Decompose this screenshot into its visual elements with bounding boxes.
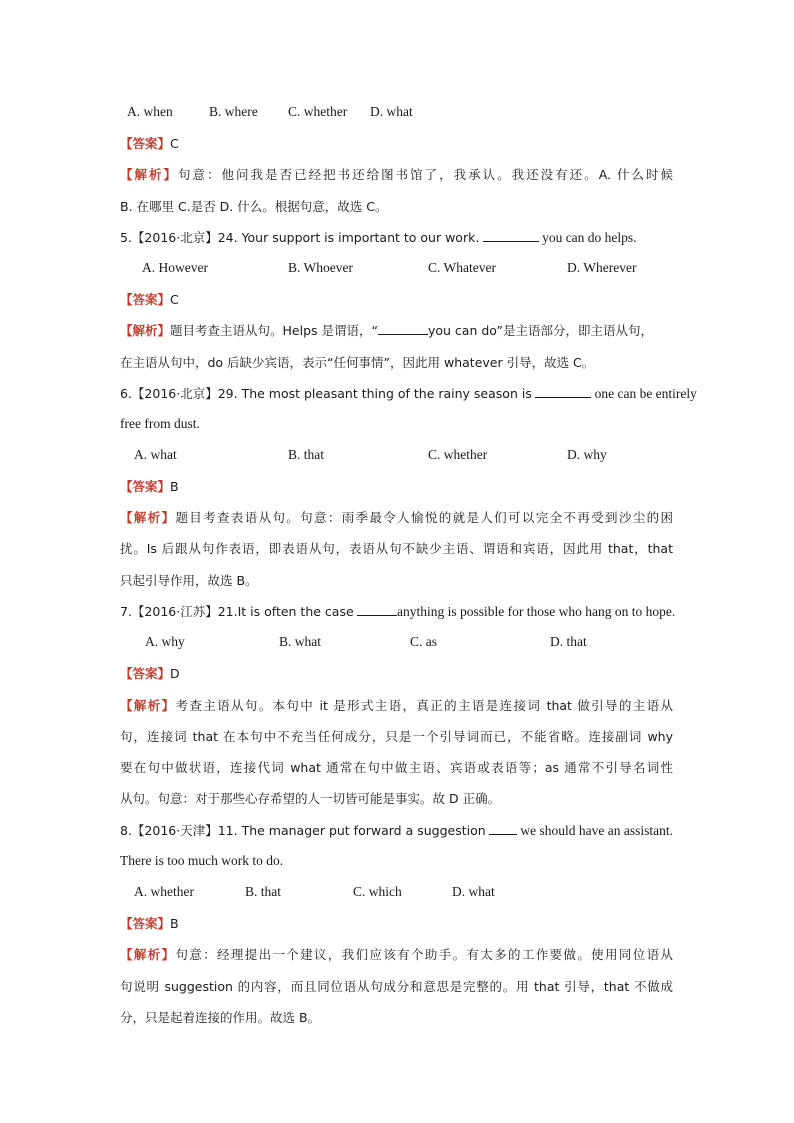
q6-stem-line-1: [120, 384, 697, 404]
q5-stem-rest: you can do helps.: [542, 230, 637, 245]
q4-option-a: A. when: [127, 104, 173, 119]
q6-option-a: A. what: [134, 447, 177, 462]
analysis-tag: 【解析】: [120, 323, 171, 338]
analysis-text: 题目考查主语从句。Helps 是谓语，“: [170, 323, 378, 338]
q5-option-a: A. However: [142, 260, 208, 275]
q8-stem-text: 8.【2016·天津】11. The manager put forward a suggestion: [120, 823, 486, 838]
answer-tag: 【答案】: [120, 666, 171, 681]
q5-option-d: D. Wherever: [567, 260, 637, 275]
q8-option-b: B. that: [245, 884, 281, 899]
q7-answer: [120, 664, 180, 684]
answer-value: B: [170, 916, 179, 931]
q5-stem-text: 5.【2016·北京】24. Your support is important to our work.: [120, 230, 480, 245]
q8-stem-line-2: There is too much work to do.: [120, 853, 284, 868]
q7-option-d: D. that: [550, 634, 587, 649]
q4-answer: [120, 134, 179, 154]
q6-option-d: D. why: [567, 447, 607, 462]
answer-tag: 【答案】: [120, 479, 171, 494]
q8-analysis-line-3: 分，只是起着连接的作用。故选 B。: [120, 1010, 321, 1025]
q6-answer: [120, 477, 179, 497]
analysis-text: 句意：经理提出一个建议，我们应该有个助手。有太多的工作要做。使用同位语从: [175, 947, 673, 962]
analysis-tag: 【解析】: [120, 510, 176, 525]
q6-stem-rest: one can be entirely: [594, 386, 697, 401]
q8-answer: [120, 914, 179, 934]
q7-analysis-line-1: [120, 696, 673, 716]
q4-option-c: C. whether: [288, 104, 348, 119]
q5-stem: [120, 228, 637, 248]
q8-option-c: C. which: [353, 884, 402, 899]
q8-option-a: A. whether: [134, 884, 194, 899]
analysis-tag: 【解析】: [120, 698, 176, 713]
q7-analysis-line-4: 从句。句意：对于那些心存希望的人一切皆可能是事实。故 D 正确。: [120, 791, 501, 806]
q7-blank: [357, 602, 397, 616]
q5-analysis-line-1: [120, 321, 653, 341]
q5-answer: [120, 290, 179, 310]
q8-analysis-line-1: [120, 945, 673, 965]
q7-stem-text: 7.【2016·江苏】21.It is often the case: [120, 604, 354, 619]
q7-analysis-line-3: 要在句中做状语，连接代词 what 通常在句中做主语、宾语或表语等；as 通常不引导名词性: [120, 760, 673, 775]
analysis-text: 句意：他问我是否已经把书还给图书馆了，我承认。我还没有还。A. 什么时候: [178, 167, 673, 182]
q6-analysis-line-1: [120, 508, 673, 528]
q7-stem: [120, 602, 675, 622]
q4-option-d: D. what: [370, 104, 413, 119]
q5-analysis-line-2: 在主语从句中，do 后缺少宾语，表示“任何事情”，因此用 whatever 引导，故选 C。: [120, 355, 595, 370]
q6-blank: [535, 384, 591, 398]
q8-analysis-line-2: 句说明 suggestion 的内容，而且同位语从句成分和意思是完整的。用 that 引导，that 不做成: [120, 979, 673, 994]
q7-option-a: A. why: [145, 634, 185, 649]
q6-option-b: B. that: [288, 447, 324, 462]
q7-stem-rest: anything is possible for those who hang on to hope.: [397, 604, 676, 619]
q8-blank: [489, 821, 517, 835]
q4-option-b: B. where: [209, 104, 258, 119]
q7-analysis-line-2: 句，连接词 that 在本句中不充当任何成分，只是一个引导词而已，不能省略。连接副词 why: [120, 729, 673, 744]
q7-option-c: C. as: [410, 634, 437, 649]
q8-stem-line-1: [120, 821, 673, 841]
q5-option-b: B. Whoever: [288, 260, 353, 275]
answer-tag: 【答案】: [120, 292, 171, 307]
q6-analysis-line-2: 扰。Is 后跟从句作表语，即表语从句，表语从句不缺少主语、谓语和宾语，因此用 that，that: [120, 541, 673, 556]
q6-option-c: C. whether: [428, 447, 488, 462]
q8-option-d: D. what: [452, 884, 495, 899]
q5-blank: [483, 228, 539, 242]
answer-tag: 【答案】: [120, 916, 171, 931]
q5-analysis-blank: [378, 321, 428, 335]
q6-stem-text: 6.【2016·北京】29. The most pleasant thing of the rainy season is: [120, 386, 532, 401]
q4-analysis-line-2: B. 在哪里 C.是否 D. 什么。根据句意，故选 C。: [120, 199, 388, 214]
q7-option-b: B. what: [279, 634, 321, 649]
answer-value: B: [170, 479, 179, 494]
q4-analysis-line-1: [120, 165, 673, 185]
analysis-text: 题目考查表语从句。句意：雨季最令人愉悦的就是人们可以完全不再受到沙尘的困: [175, 510, 673, 525]
answer-tag: 【答案】: [120, 136, 171, 151]
analysis-text-rest: you can do”是主语部分，即主语从句，: [427, 323, 653, 338]
answer-value: D: [170, 666, 180, 681]
q6-stem-line-2: free from dust.: [120, 416, 200, 431]
answer-value: C: [170, 136, 179, 151]
answer-value: C: [170, 292, 179, 307]
analysis-tag: 【解析】: [120, 947, 176, 962]
q6-analysis-line-3: 只起引导作用，故选 B。: [120, 573, 258, 588]
analysis-tag: 【解析】: [120, 167, 179, 182]
q5-option-c: C. Whatever: [428, 260, 496, 275]
q8-stem-rest: we should have an assistant.: [520, 823, 673, 838]
analysis-text: 考查主语从句。本句中 it 是形式主语，真正的主语是连接词 that 做引导的主语从: [175, 698, 673, 713]
